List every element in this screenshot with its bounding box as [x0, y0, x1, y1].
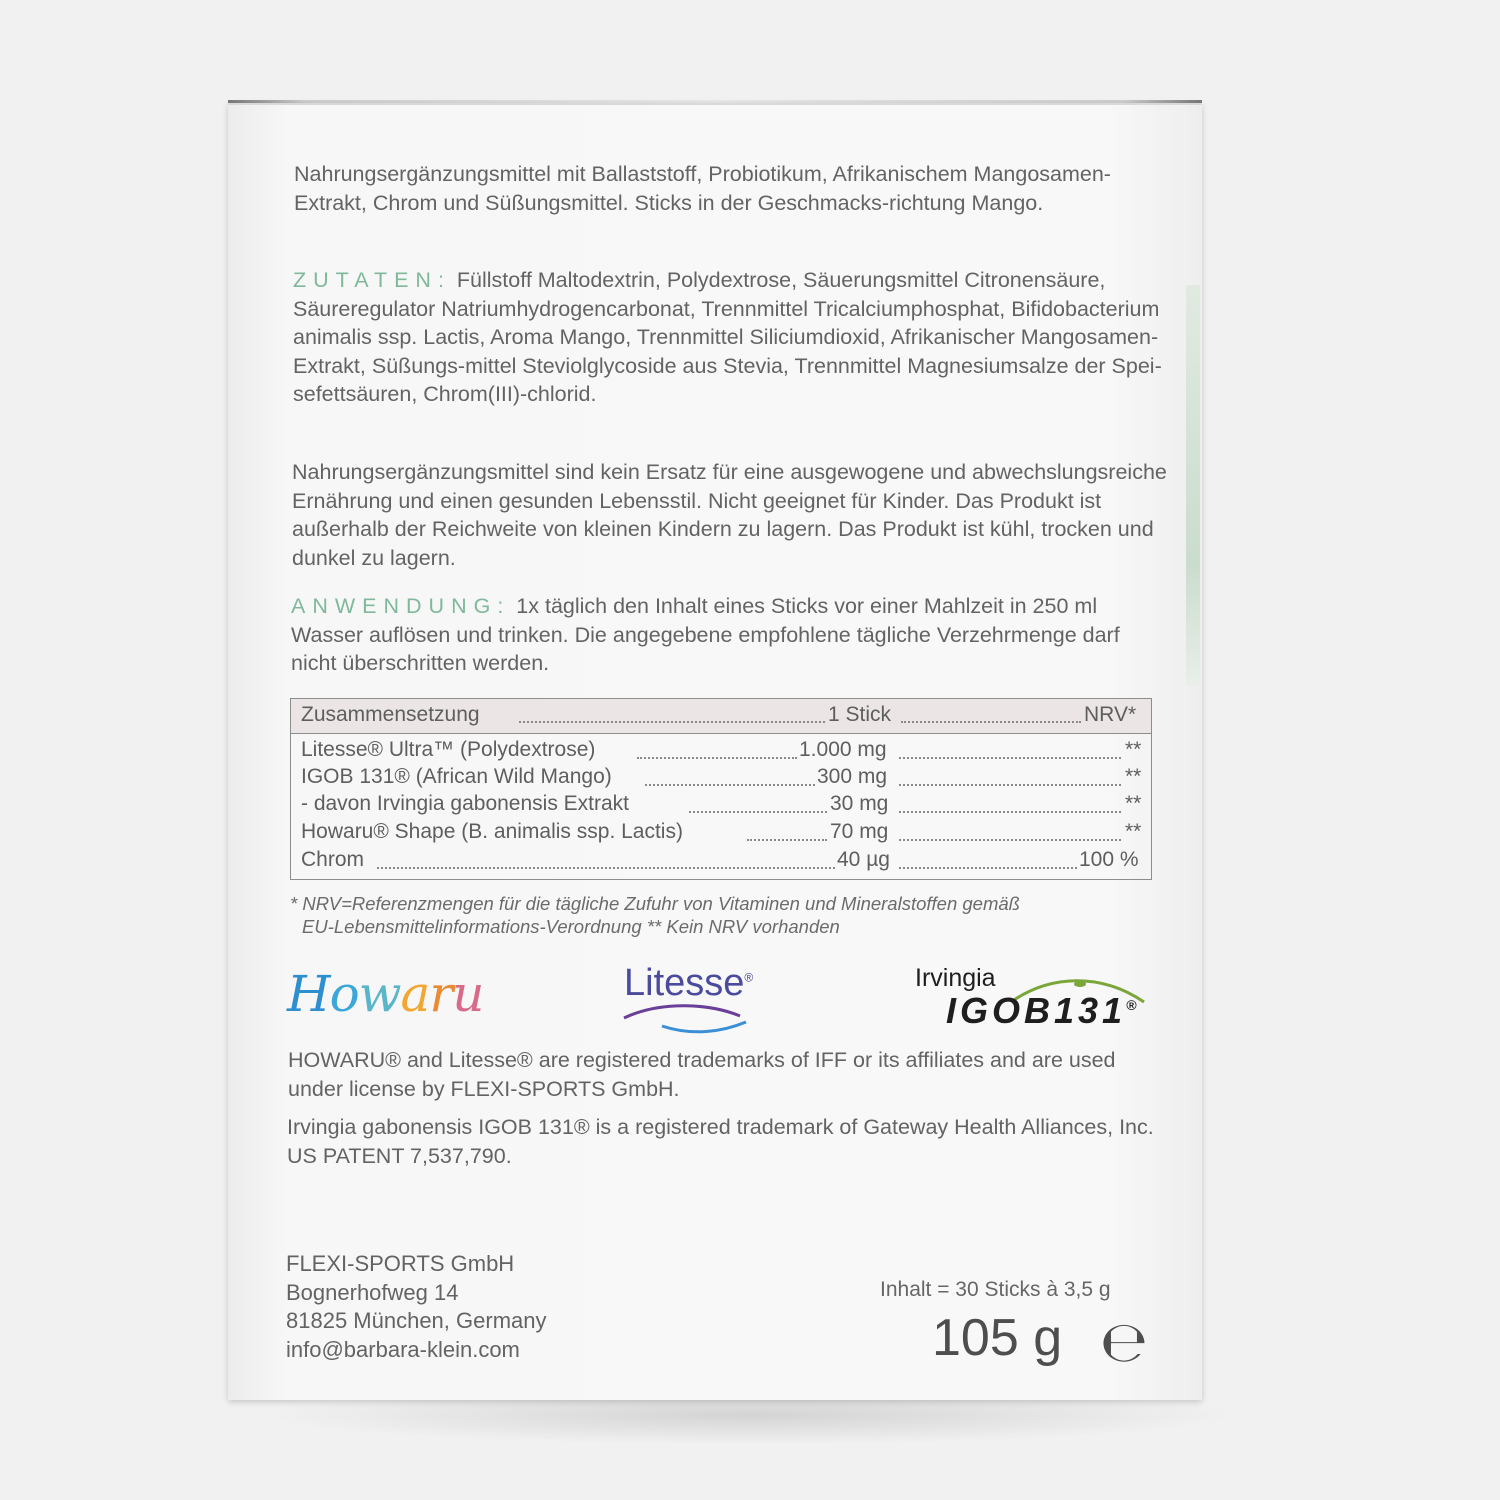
nutrition-name: IGOB 131® (African Wild Mango): [301, 765, 612, 788]
nutrition-amount: 1.000 mg: [799, 738, 887, 761]
nutrition-nrv: **: [1125, 792, 1142, 815]
irvingia-wordmark: Irvingia: [915, 964, 996, 992]
intro-text: Nahrungsergänzungsmittel mit Ballaststoff, Probiotikum, Afrikanischem Mangosamen-Extrakt, Chrom und Süßungsmittel. Sticks in der Geschmacks-richtung Mango.: [294, 162, 1111, 215]
header-col-nrv: NRV*: [1084, 703, 1137, 726]
howaru-letter: u: [452, 965, 484, 1023]
litesse-wordmark: Litesse: [624, 962, 745, 1004]
company-name: FLEXI-SPORTS GmbH: [286, 1251, 515, 1276]
header-leader-dots: [901, 721, 1081, 723]
footnote-line-2: EU-Lebensmittelinformations-Verordnung ** Kein NRV vorhanden: [302, 916, 840, 937]
howaru-letter: a: [400, 965, 430, 1023]
company-address: [286, 1250, 547, 1365]
nutrition-amount: 30 mg: [830, 792, 889, 815]
howaru-letter: r: [429, 965, 453, 1023]
howaru-logo: [287, 965, 483, 1023]
footnote-line-1: * NRV=Referenzmengen für die tägliche Zufuhr von Vitaminen und Mineralstoffen gemäß: [290, 893, 1020, 914]
leader-dots: [747, 839, 827, 841]
nutrition-row: [291, 820, 1151, 847]
company-email: info@barbara-klein.com: [286, 1337, 520, 1363]
nutrition-table-header: [291, 699, 1151, 734]
content-info: Inhalt = 30 Sticks à 3,5 g: [880, 1278, 1111, 1301]
nutrition-name: Howaru® Shape (B. animalis ssp. Lactis): [301, 820, 683, 843]
litesse-registered: ®: [744, 970, 754, 985]
howaru-letter: H: [287, 965, 330, 1023]
zutaten-text: Füllstoff Maltodextrin, Polydextrose, Säuerungsmittel Citronensäure, Säureregulator Natriumhydrogencarbonat, Trennmittel Tricalciumphosphat, Bifidobacterium animalis ssp. Lactis, Aroma Mango, Trennmittel Siliciumdioxid, Afrikanischer Mangosamen-Extrakt, Süßungs-mittel Steviolglycoside aus Stevia, Trennmittel Magnesiumsalze der Spei-sefettsäuren, Chrom(III)-chlorid.: [293, 268, 1162, 407]
trademark-text-1: HOWARU® and Litesse® are registered trademarks of IFF or its affiliates and are used under license by FLEXI-SPORTS GmbH.: [288, 1048, 1116, 1101]
nutrition-table: [290, 698, 1152, 880]
howaru-letter: w: [358, 965, 401, 1023]
anwendung-paragraph: [291, 592, 1171, 678]
igob-registered: ®: [1126, 997, 1141, 1013]
nutrition-name: Litesse® Ultra™ (Polydextrose): [301, 738, 596, 761]
anwendung-label: ANWENDUNG:: [291, 594, 511, 618]
litesse-logo: [624, 962, 753, 1005]
nutrition-amount: 40 µg: [837, 848, 890, 871]
igob131-logo: [946, 990, 1140, 1032]
nutrition-row: [291, 738, 1151, 765]
leader-dots: [899, 784, 1121, 786]
litesse-swoosh-icon: [622, 1002, 752, 1036]
header-leader-dots: [519, 721, 825, 723]
company-street: Bognerhofweg 14: [286, 1279, 459, 1305]
leader-dots: [645, 784, 815, 786]
nutrition-nrv: **: [1125, 738, 1142, 761]
nutrition-row: [291, 848, 1151, 875]
leader-dots: [899, 839, 1121, 841]
nutrition-amount: 300 mg: [817, 765, 888, 788]
igob-wordmark: IGOB131: [946, 990, 1127, 1031]
nrv-footnote: [290, 892, 1170, 938]
leader-dots: [377, 867, 835, 869]
anwendung-text: 1x täglich den Inhalt eines Sticks vor einer Mahlzeit in 250 ml Wasser auflösen und trinken. Die angegebene empfohlene tägliche Verzehrmenge darf nicht überschritten werden.: [291, 594, 1120, 676]
nutrition-amount: 70 mg: [830, 820, 889, 843]
trademark-text-2: Irvingia gabonensis IGOB 131® is a registered trademark of Gateway Health Alliances, Inc. US PATENT 7,537,790.: [287, 1115, 1154, 1168]
company-city: 81825 München, Germany: [286, 1308, 547, 1334]
nutrition-name: Chrom: [301, 848, 365, 871]
header-col-stick: 1 Stick: [828, 703, 892, 726]
leader-dots: [637, 757, 797, 759]
warning-text: Nahrungsergänzungsmittel sind kein Ersatz für eine ausgewogene und abwechslungsreiche Ernährung und einen gesunden Lebensstil. Nicht geeignet für Kinder. Das Produkt ist außerhalb der Reichweite von kleinen Kindern zu lagern. Das Produkt ist kühl, trocken und dunkel zu lagern.: [292, 460, 1167, 570]
zutaten-label: ZUTATEN:: [293, 268, 451, 292]
estimated-sign-icon: ℮: [1100, 1310, 1148, 1375]
leader-dots: [899, 811, 1121, 813]
nutrition-row: [291, 765, 1151, 792]
howaru-letter: o: [329, 965, 359, 1023]
net-weight: 105 g: [932, 1309, 1063, 1367]
nutrition-row: [291, 792, 1151, 819]
leader-dots: [689, 811, 827, 813]
nutrition-nrv: 100 %: [1079, 848, 1139, 871]
header-col-composition: Zusammensetzung: [301, 703, 480, 726]
side-green-strip: [1186, 285, 1200, 685]
nutrition-nrv: **: [1125, 820, 1142, 843]
zutaten-paragraph: [293, 266, 1173, 409]
nutrition-nrv: **: [1125, 765, 1142, 788]
nutrition-name: - davon Irvingia gabonensis Extrakt: [301, 792, 630, 815]
leader-dots: [899, 757, 1121, 759]
leader-dots: [899, 867, 1077, 869]
